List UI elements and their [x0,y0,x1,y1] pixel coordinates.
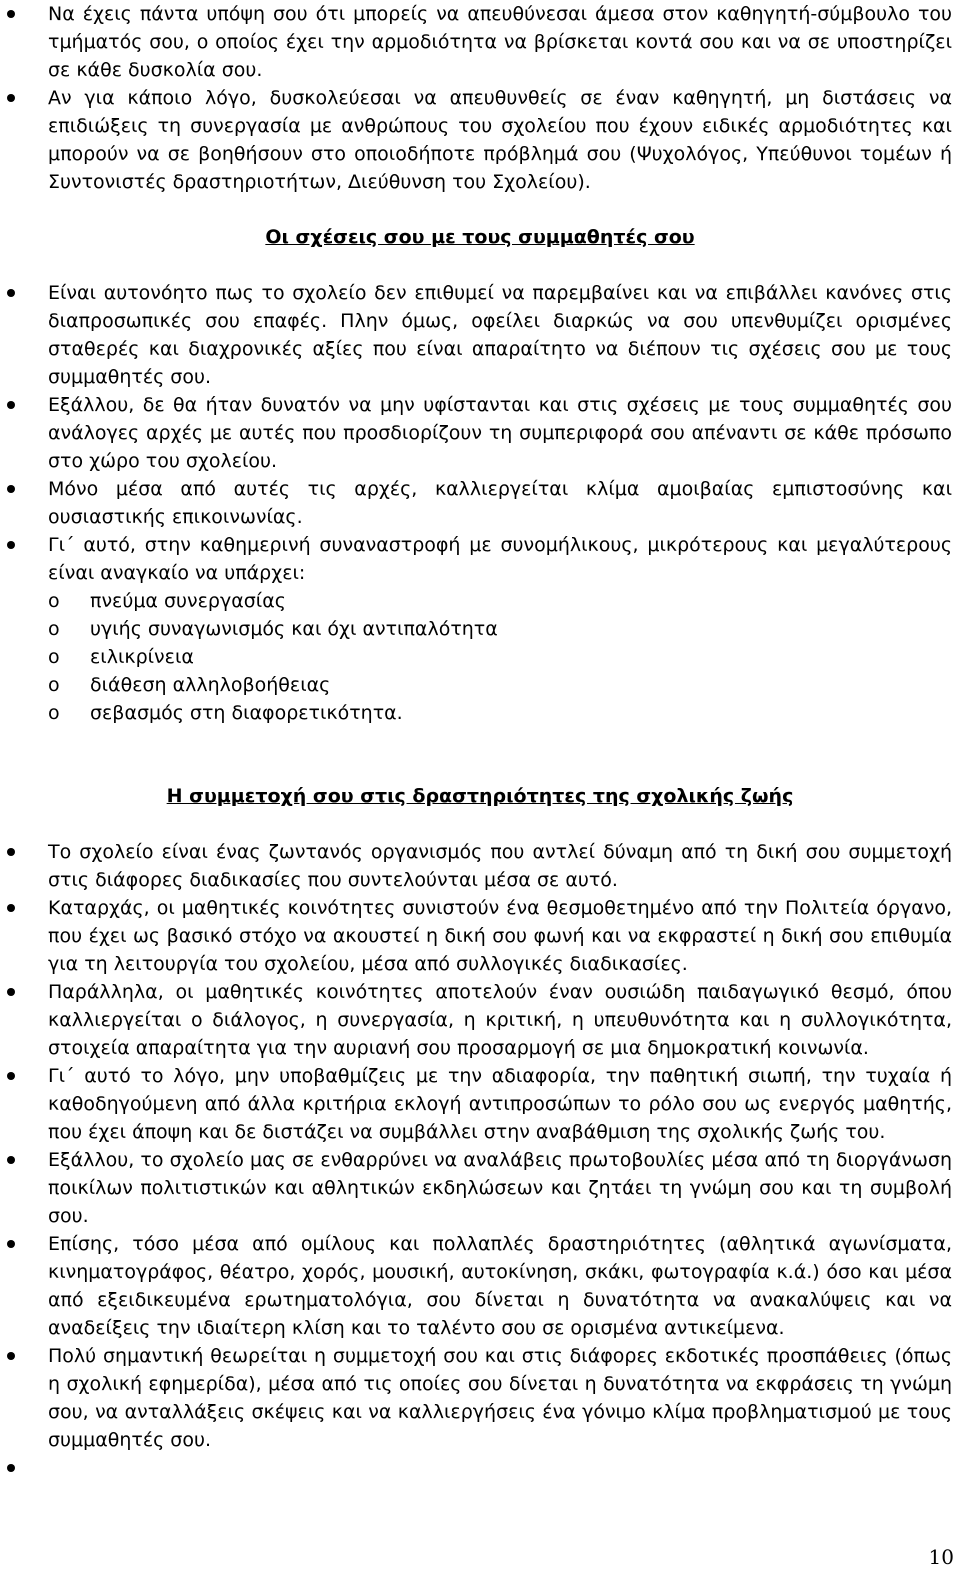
bullet-item-with-sublist [0,531,960,727]
classmates-bullet-list [0,279,960,727]
participation-bullet-list [0,838,960,1482]
participation-section [0,838,960,1482]
values-sublist [48,587,952,727]
section-heading-participation [0,782,960,810]
bullet-item: Μόνο μέσα από αυτές τις αρχές, καλλιεργείται κλίμα αμοιβαίας εμπιστοσύνης και ουσιαστικής επικοινωνίας. [0,475,960,531]
bullet-item: Αν για κάποιο λόγο, δυσκολεύεσαι να απευθυνθείς σε έναν καθηγητή, μη διστάσεις να επιδιώξεις τη συνεργασία με ανθρώπους του σχολείου που έχουν ειδικές αρμοδιότητες και μπορούν να σε βοηθήσουν στο οποιοδήποτε πρόβλημά σου (Ψυχολόγος, Υπεύθυνοι τομέων ή Συντονιστές δραστηριοτήτων, Διεύθυνση του Σχολείου). [0,84,960,196]
sublist-item: o υγιής συναγωνισμός και όχι αντιπαλότητα [48,615,952,643]
bullet-item: Γι΄ αυτό το λόγο, μην υποβαθμίζεις με την αδιαφορία, την παθητική σιωπή, την τυχαία ή καθοδηγούμενη από άλλα κριτήρια εκλογή αντιπροσώπων το ρόλο σου ως ενεργός μαθητής, που έχει άποψη και δε διστάζει να συμβάλλει στην αναβάθμιση της σχολικής ζωής του. [0,1062,960,1146]
bullet-item: Εξάλλου, το σχολείο μας σε ενθαρρύνει να αναλάβεις πρωτοβουλίες μέσα από τη διοργάνωση ποικίλων πολιτιστικών και αθλητικών εκδηλώσεων και ζητάει τη γνώμη σου και τη συμβολή σου. [0,1146,960,1230]
bullet-item: Να έχεις πάντα υπόψη σου ότι μπορείς να απευθύνεσαι άμεσα στον καθηγητή-σύμβουλο του τμήματός σου, ο οποίος έχει την αρμοδιότητα να βρίσκεται κοντά σου και να σε υποστηρίζει σε κάθε δυσκολία σου. [0,0,960,84]
sublist-item: o σεβασμός στη διαφορετικότητα. [48,699,952,727]
advisor-section [0,0,960,196]
page-number: 10 [928,1545,954,1569]
classmates-section [0,279,960,727]
bullet-item: Παράλληλα, οι μαθητικές κοινότητες αποτελούν έναν ουσιώδη παιδαγωγικό θεσμό, όπου καλλιεργείται ο διάλογος, η συνεργασία, η κριτική, η υπευθυνότητα και η συλλογικότητα, στοιχεία απαραίτητα για την αυριανή σου προσαρμογή σε μια δημοκρατική κοινωνία. [0,978,960,1062]
sublist-item: o ειλικρίνεια [48,643,952,671]
sublist-item: o διάθεση αλληλοβοήθειας [48,671,952,699]
sublist-item: o πνεύμα συνεργασίας [48,587,952,615]
heading-text: Η συμμετοχή σου στις δραστηριότητες της σχολικής ζωής [166,785,794,807]
heading-text: Οι σχέσεις σου με τους συμμαθητές σου [265,226,695,248]
bullet-item: Εξάλλου, δε θα ήταν δυνατόν να μην υφίστανται και στις σχέσεις με τους συμμαθητές σου ανάλογες αρχές με αυτές που προσδιορίζουν τη συμπεριφορά σου απέναντι σε κάθε πρόσωπο στο χώρο του σχολείου. [0,391,960,475]
empty-bullet-item [0,1454,960,1482]
bullet-item: Είναι αυτονόητο πως το σχολείο δεν επιθυμεί να παρεμβαίνει και να επιβάλλει κανόνες στις διαπροσωπικές σου επαφές. Πλην όμως, οφείλει διαρκώς να σου υπενθυμίζει ορισμένες σταθερές και διαχρονικές αξίες που είναι απαραίτητο να διέπουν τις σχέσεις σου με τους συμμαθητές σου. [0,279,960,391]
advisor-bullet-list [0,0,960,196]
bullet-item: Επίσης, τόσο μέσα από ομίλους και πολλαπλές δραστηριότητες (αθλητικά αγωνίσματα, κινηματογράφος, θέατρο, χορός, μουσική, αυτοκίνηση, σκάκι, φωτογραφία κ.ά.) όσο και μέσα από εξειδικευμένα ερωτηματολόγια, σου δίνεται η δυνατότητα να ανακαλύψεις και να αναδείξεις την ιδιαίτερη κλίση και το ταλέντο σου σε ορισμένα αντικείμενα. [0,1230,960,1342]
bullet-item: Το σχολείο είναι ένας ζωντανός οργανισμός που αντλεί δύναμη από τη δική σου συμμετοχή στις διάφορες διαδικασίες που συντελούνται μέσα σε αυτό. [0,838,960,894]
bullet-text: Γι΄ αυτό, στην καθημερινή συναναστροφή με συνομήλικους, μικρότερους και μεγαλύτερους είναι αναγκαίο να υπάρχει: [48,534,952,584]
bullet-item: Καταρχάς, οι μαθητικές κοινότητες συνιστούν ένα θεσμοθετημένο από την Πολιτεία όργανο, που έχει ως βασικό στόχο να ακουστεί η δική σου φωνή και να εκφραστεί η δική σου επιθυμία για τη λειτουργία του σχολείου, μέσα από συλλογικές διαδικασίες. [0,894,960,978]
bullet-item: Πολύ σημαντική θεωρείται η συμμετοχή σου και στις διάφορες εκδοτικές προσπάθειες (όπως η σχολική εφημερίδα), μέσα από τις οποίες σου δίνεται η δυνατότητα να εκφράσεις τη γνώμη σου, να ανταλλάξεις σκέψεις και να καλλιεργήσεις ένα γόνιμο κλίμα προβληματισμού με τους συμμαθητές σου. [0,1342,960,1454]
section-heading-classmates [0,223,960,251]
